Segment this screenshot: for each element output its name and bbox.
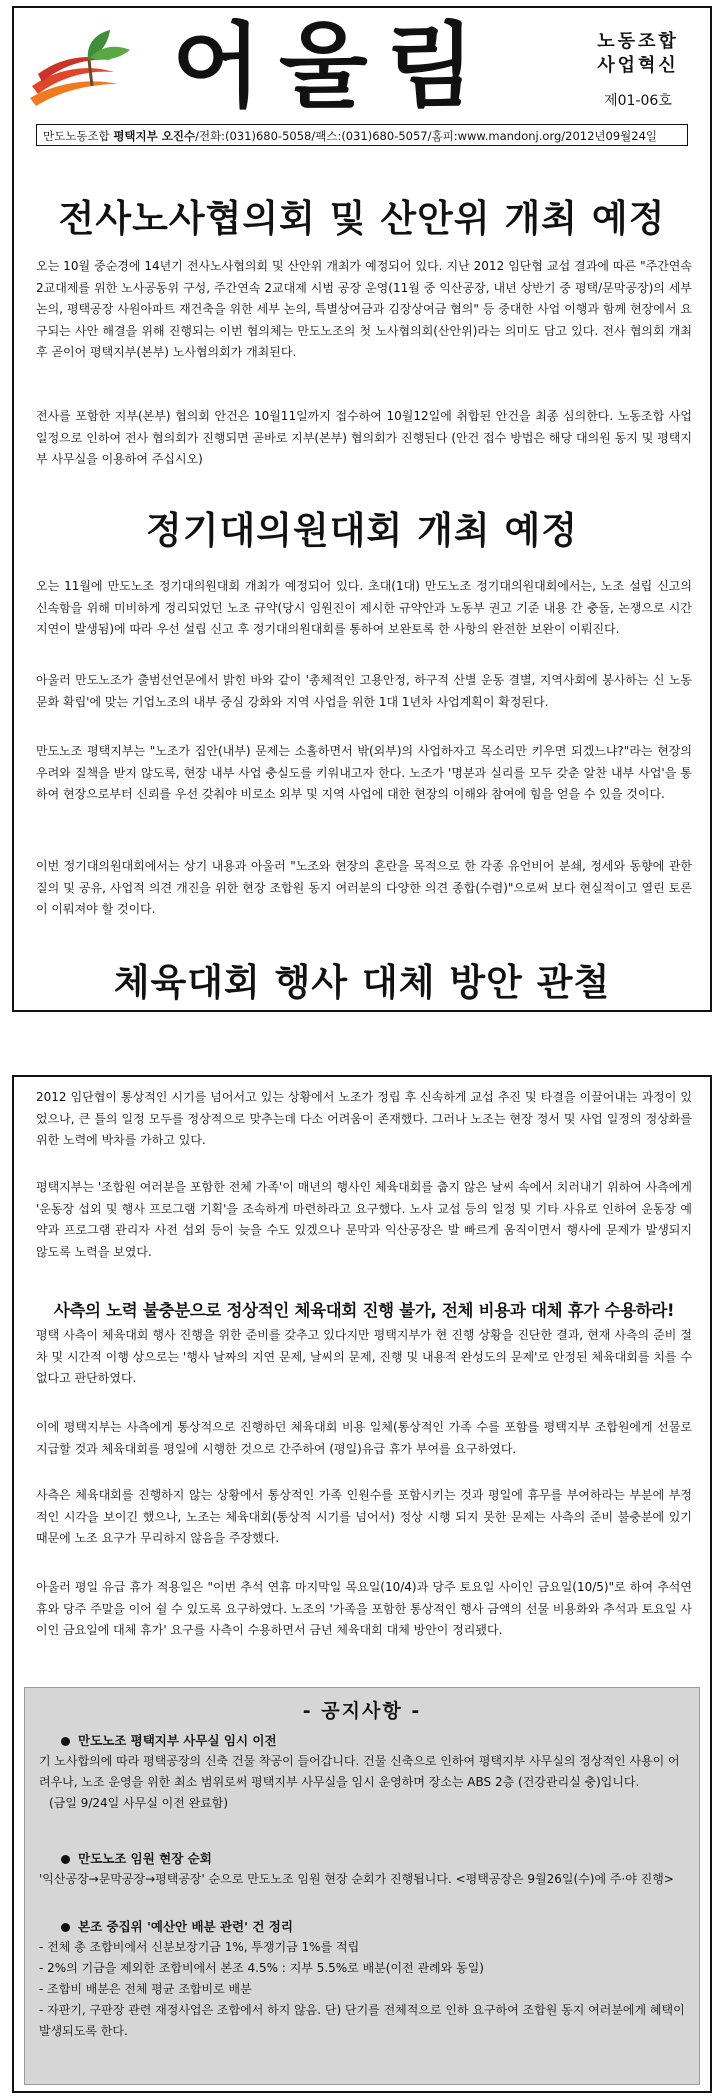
article-3-paragraph-5: 사측은 체육대회를 진행하지 않는 상황에서 통상적인 가족 인원수를 포함시키는 것과 평일에 휴무를 부여하라는 부분에 부정적인 시각을 보이긴 했으나, 노조는 체육대회(통상적 시기를 넘어서) 정상 시행 되지 못한 문제는 사측의 준비 불충분에 있기 때문에 노조 요구가 무리하지 않음을 주장했다.: [36, 1488, 692, 1545]
notice-item-line: - 자판기, 구판장 관련 재정사업은 조합에서 하지 않음. 단) 단기를 전체적으로 인하 요구하여 조합원 동지 여러분에게 혜택이 발생되도록 한다.: [39, 2003, 685, 2038]
notice-item-office-move: [39, 1730, 687, 1814]
newsletter-page-2: [12, 1075, 712, 2093]
bullet-icon: [61, 1855, 70, 1864]
publisher-info-bar: [36, 124, 688, 146]
newsletter-title: 어울림: [172, 13, 493, 120]
bullet-icon: [61, 1923, 70, 1932]
notice-item-line: '익산공장→문막공장→평택공장' 순으로 만도노조 임원 현장 순회가 진행됩니다. <평택공장은 9월26일(수)에 주·야 진행>: [39, 1872, 674, 1886]
notice-item-line: - 2%의 기금을 제외한 조합비에서 본조 4.5% : 지부 5.5%로 배분(이전 관례와 동일): [39, 1961, 484, 1975]
union-logo-icon: [28, 24, 148, 112]
info-contact: /전화:(031)680-5058/팩스:(031)680-5057/홈피:www.mandonj.org/2012년09월24일: [195, 129, 657, 143]
article-3-subheading: 사측의 노력 불충분으로 정상적인 체육대회 진행 불가, 전체 비용과 대체 휴가 수용하라!: [53, 1301, 675, 1320]
notice-box: [24, 1687, 700, 2085]
article-3-paragraph-2: 평택지부는 '조합원 여러분을 포함한 전체 가족'이 매년의 행사인 체육대회를 춥지 않은 날씨 속에서 치러내기 위하여 사측에게 '운동장 섭외 및 행사 프로그램 기획'을 조속하게 마련하라고 요구했다. 노사 교섭 등의 일정 및 기타 사유로 인하여 운동장 예약과 프로그램 관리자 사전 섭외 등이 늦을 수도 있겠으나 문막과 익산공장은 발 빠르게 움직이면서 행사에 문제가 발생되지 않도록 노력을 보였다.: [36, 1180, 692, 1259]
notice-item-heading: 본조 중집위 '예산안 배분 관련' 건 정리: [78, 1919, 293, 1934]
article-2-paragraph-1: 오는 11월에 만도노조 정기대의원대회 개최가 예정되어 있다. 초대(1대) 만도노조 정기대의원대회에서는, 노조 설립 신고의 신속함을 위해 미비하게 정리되었던 노조 규약(당시 임원진이 제시한 규약안과 노동부 권고 기준 내용 간 충돌, 논쟁으로 시간 지연이 발생됨)에 따라 우선 설립 신고 후 정기대의원대회를 통하여 보완토록 한 사항의 완전한 보완이 이뤄진다.: [36, 579, 692, 636]
info-org: 만도노동조합: [43, 129, 110, 143]
notice-item-budget: [39, 1916, 687, 2042]
subtitle-line-1: 노동조합: [597, 31, 679, 52]
newsletter-page-1: [12, 6, 712, 1012]
article-1-paragraph-1: 오는 10월 중순경에 14년기 전사노사협의회 및 산안위 개최가 예정되어 있다. 지난 2012 임단협 교섭 결과에 따른 "주간연속2교대제를 위한 노사공동위 구성, 주간연속 2교대제 시범 공장 운영(11월 중 익산공장, 내년 상반기 중 평택/문막공장)의 세부 논의, 평택공장 사원아파트 재건축을 위한 세부 논의, 특별상여금과 김장상여금 협의" 등 중대한 사업 이행과 함께 현장에서 요구되는 사안 해결을 위해 진행되는 이번 협의체는 만도노조의 첫 노사협의회(산안위)라는 의미도 담고 있다. 전사 협의회 개최 후 곧이어 평택지부(본부) 노사협의회가 개최된다.: [36, 259, 692, 359]
notice-item-heading: 만도노조 평택지부 사무실 임시 이전: [78, 1733, 277, 1748]
article-3-paragraph-3: 평택 사측이 체육대회 행사 진행을 위한 준비를 갖추고 있다지만 평택지부가 현 진행 상황을 진단한 결과, 현재 사측의 준비 절차 및 시간적 이행 상으로는 '행사 날짜의 지연 문제, 날씨의 문제, 진행 및 내용적 완성도의 문제'로 안정된 체육대회를 치를 수 없다고 판단하였다.: [36, 1328, 692, 1385]
notice-item-heading: 만도노조 임원 현장 순회: [78, 1851, 212, 1866]
issue-number: 제01-06호: [604, 93, 672, 109]
article-2-paragraph-3: 만도노조 평택지부는 "노조가 집안(내부) 문제는 소홀하면서 밖(외부)의 사업하자고 목소리만 키우면 되겠느냐?"라는 현장의 우려와 질책을 받지 않도록, 현장 내부 사업 충실도를 키워내고자 한다. 노조가 '명분과 실리를 모두 갖춘 알찬 내부 사업'을 통하여 현장으로부터 신뢰를 우선 갖춰야 비로소 외부 및 지역 사업에 대한 현장의 이해와 참여에 힘을 얻을 수 있을 것이다.: [36, 744, 692, 801]
article-3-paragraph-4: 이에 평택지부는 사측에게 통상적으로 진행하던 체육대회 비용 일체(통상적인 가족 수를 포함를 평택지부 조합원에게 선물로 지급할 것과 체육대회를 평일에 시행한 것으로 간주하여 (평일)유급 휴가 부여를 요구하였다.: [36, 1420, 692, 1456]
article-1-paragraph-2: 전사를 포함한 지부(본부) 협의회 안건은 10월11일까지 접수하여 10월12일에 취합된 안건을 최종 심의한다. 노동조합 사업 일정으로 인하여 전사 협의회가 진행되면 곧바로 지부(본부) 협의회가 진행된다 (안건 접수 방법은 해당 대의원 동지 및 평택지부 사무실을 이용하여 주십시오): [36, 409, 692, 466]
bullet-icon: [61, 1737, 70, 1746]
notice-item-line: - 조합비 배분은 전체 평균 조합비로 배분: [39, 1982, 252, 1996]
article-2-headline: 정기대의원대회 개최 예정: [146, 508, 578, 552]
notice-title: - 공지사항 -: [302, 1700, 422, 1722]
article-2-paragraph-4: 이번 정기대의원대회에서는 상기 내용과 아울러 "노조와 현장의 혼란을 목적으로 한 각종 유언비어 분쇄, 정세와 동향에 관한 질의 및 공유, 사업적 의견 개진을 위한 현장 조합원 동지 여러분의 다양한 의견 종합(수렴)"으로써 보다 현실적이고 열린 토론이 이뤄져야 할 것이다.: [36, 859, 692, 916]
notice-item-site-tour: [39, 1848, 687, 1890]
article-3-paragraph-1: 2012 임단협이 통상적인 시기를 넘어서고 있는 상황에서 노조가 정립 후 신속하게 교섭 추진 및 타결을 이끌어내는 과정이 있었으나, 큰 틀의 일정 모두를 정상적으로 맞추는데 다소 어려움이 존재했다. 그러나 노조는 현장 정서 및 사업 일정의 정상화를 위한 노력에 박차를 가하고 있다.: [36, 1090, 692, 1147]
notice-item-line: 기 노사합의에 따라 평택공장의 신축 건물 착공이 들어갑니다. 건물 신축으로 인하여 평택지부 사무실의 정상적인 사용이 어려우나, 노조 운영을 위한 최소 범위로써 평택지부 사무실을 임시 운영하며 장소는 ABS 2층 (건강관리실 충)입니다.: [39, 1754, 680, 1789]
article-2-paragraph-2: 아울러 만도노조가 출범선언문에서 밝힌 바와 같이 '총체적인 고용안정, 하구적 산별 운동 결별, 지역사회에 봉사하는 신 노동문화 확립'에 맞는 기업노조의 내부 중심 강화와 지역 사업을 위한 1대 1년차 사업계획이 확정된다.: [36, 673, 692, 709]
notice-item-line: (금일 9/24일 사무실 이전 완료함): [49, 1796, 229, 1810]
masthead-subtitle: [578, 30, 698, 110]
article-3-headline: 체육대회 행사 대체 방안 관철: [113, 960, 611, 1004]
notice-item-line: - 전체 총 조합비에서 신분보장기금 1%, 투쟁기금 1%를 적립: [39, 1940, 360, 1954]
article-1-headline: 전사노사협의회 및 산안위 개최 예정: [58, 196, 666, 240]
subtitle-line-2: 사업혁신: [597, 55, 679, 76]
info-branch: 평택지부 오진수: [113, 129, 196, 143]
article-3-paragraph-6: 아울러 평일 유급 휴가 적용일은 "이번 추석 연휴 마지막일 목요일(10/4)과 당주 토요일 사이인 금요일(10/5)"로 하여 추석연휴와 당주 주말을 이어 쉴 수 있도록 요구하였다. 노조의 '가족을 포함한 통상적인 행사 금액의 선물 비용화와 추석과 토요일 사이인 금요일에 대체 휴가' 요구를 사측이 수용하면서 금년 체육대회 대체 방안이 정리됐다.: [36, 1580, 692, 1637]
